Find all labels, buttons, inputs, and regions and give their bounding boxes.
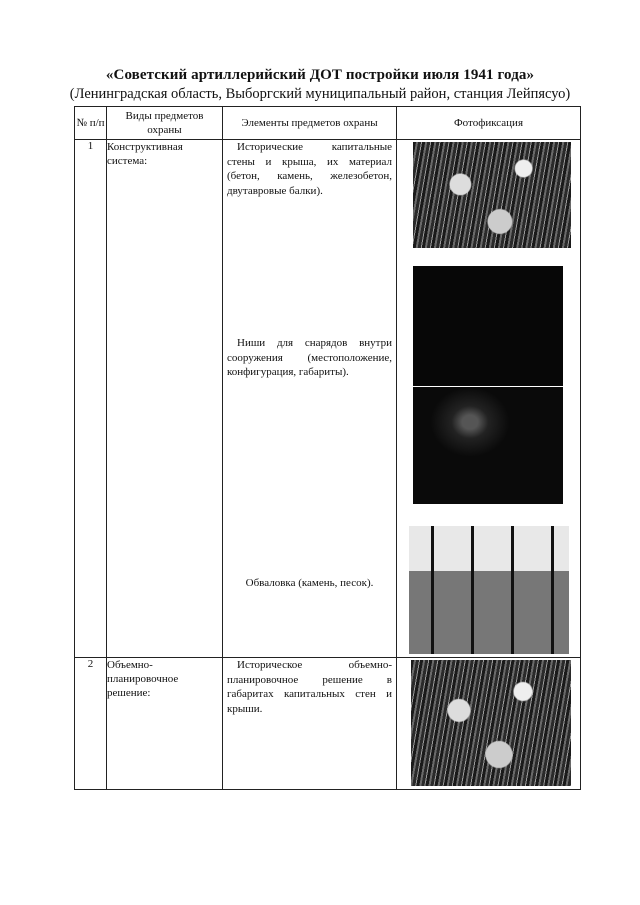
row-photos	[397, 140, 581, 658]
header-elements: Элементы предметов охраны	[223, 107, 397, 140]
table-row	[75, 140, 581, 658]
document-subtitle: (Ленинградская область, Выборгский муниципальный район, станция Лейпясуо)	[69, 86, 571, 102]
protection-items-table	[74, 106, 581, 790]
photo-embankment	[409, 526, 569, 654]
element-walls-roof: Исторические капитальные стены и крыша, их материал (бетон, камень, железобетон, двутавровые балки).	[227, 141, 392, 197]
photo-niche-interior-1	[413, 266, 563, 386]
header-photo: Фотофиксация	[397, 107, 581, 140]
row-number: 2	[75, 658, 107, 790]
table-header-row	[75, 107, 581, 140]
row-elements	[223, 140, 397, 658]
element-embankment: Обваловка (камень, песок).	[245, 577, 374, 589]
photo-bunker-walls	[413, 142, 571, 248]
table-row	[75, 658, 581, 790]
photo-niche-interior-2	[413, 387, 563, 504]
document-title: «Советский артиллерийский ДОТ постройки июля 1941 года»	[105, 67, 535, 83]
row-kind: Конструктивная система:	[107, 140, 223, 658]
row-elements	[223, 658, 397, 790]
row-kind: Объемно-планировочное решение:	[107, 658, 223, 790]
photo-bunker-volume	[411, 660, 571, 786]
header-num: № п/п	[75, 107, 107, 140]
header-kinds: Виды предметов охраны	[107, 107, 223, 140]
element-layout-solution: Историческое объемно-планировочное решение в габаритах капитальных стен и крыши.	[227, 659, 392, 715]
row-number: 1	[75, 140, 107, 658]
element-shell-niches: Ниши для снарядов внутри сооружения (местоположение, конфигурация, габариты).	[227, 337, 392, 378]
row-photos	[397, 658, 581, 790]
